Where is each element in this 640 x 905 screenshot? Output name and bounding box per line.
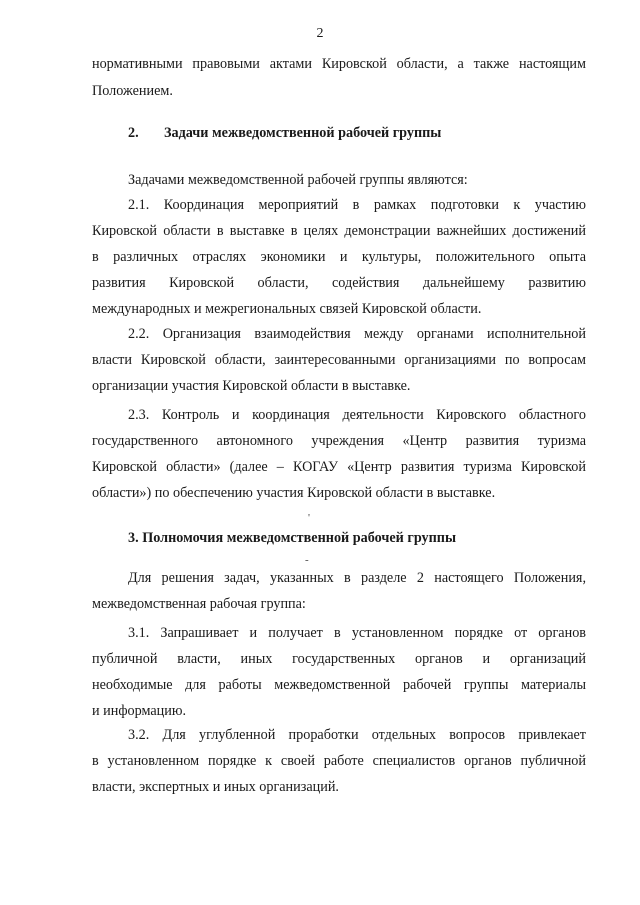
paragraph-line: международных и межрегиональных связей Кировской области. <box>92 301 482 317</box>
paragraph-line: 2.3. Контроль и координация деятельности Кировского областного <box>128 407 586 423</box>
intro-line: нормативными правовыми актами Кировской области, а также настоящим <box>92 56 586 72</box>
paragraph-line: Для решения задач, указанных в разделе 2 настоящего Положения, <box>128 570 586 586</box>
stray-mark: ' <box>308 512 310 524</box>
paragraph-line: области») по обеспечению участия Кировской области в выставке. <box>92 485 496 501</box>
paragraph-line: 3.1. Запрашивает и получает в установленном порядке от органов <box>128 625 586 641</box>
paragraph-line: развития Кировской области, содействия дальнейшему развитию <box>92 275 586 291</box>
paragraph-line: государственного автономного учреждения «Центр развития туризма <box>92 433 586 449</box>
paragraph-line: в установленном порядке к своей работе специалистов органов публичной <box>92 753 586 769</box>
paragraph-line: организации участия Кировской области в выставке. <box>92 378 411 394</box>
section-3-title: 3. Полномочия межведомственной рабочей группы <box>128 530 457 546</box>
paragraph-line: публичной власти, иных государственных органов и организаций <box>92 651 586 667</box>
paragraph-line: 2.2. Организация взаимодействия между органами исполнительной <box>128 326 586 342</box>
paragraph-line: необходимые для работы межведомственной рабочей группы материалы <box>92 677 586 693</box>
paragraph-line: 2.1. Координация мероприятий в рамках подготовки к участию <box>128 197 586 213</box>
paragraph-line: межведомственная рабочая группа: <box>92 596 306 612</box>
paragraph-line: власти Кировской области, заинтересованными организациями по вопросам <box>92 352 586 368</box>
page-number: 2 <box>316 26 324 41</box>
section-2-number: 2. <box>128 125 139 141</box>
paragraph-line: власти, экспертных и иных организаций. <box>92 779 339 795</box>
paragraph-line: Кировской области» (далее – КОГАУ «Центр развития туризма Кировской <box>92 459 586 475</box>
paragraph-line: 3.2. Для углубленной проработки отдельных вопросов привлекает <box>128 727 586 743</box>
paragraph-line: в различных отраслях экономики и культуры, положительного опыта <box>92 249 586 265</box>
stray-mark: - <box>305 554 309 566</box>
paragraph-line: и информацию. <box>92 703 186 719</box>
section-2-title: Задачи межведомственной рабочей группы <box>164 125 442 141</box>
paragraph-line: Кировской области в выставке в целях демонстрации важнейших достижений <box>92 223 586 239</box>
section-2-lead: Задачами межведомственной рабочей группы являются: <box>128 172 468 188</box>
intro-line: Положением. <box>92 83 173 99</box>
